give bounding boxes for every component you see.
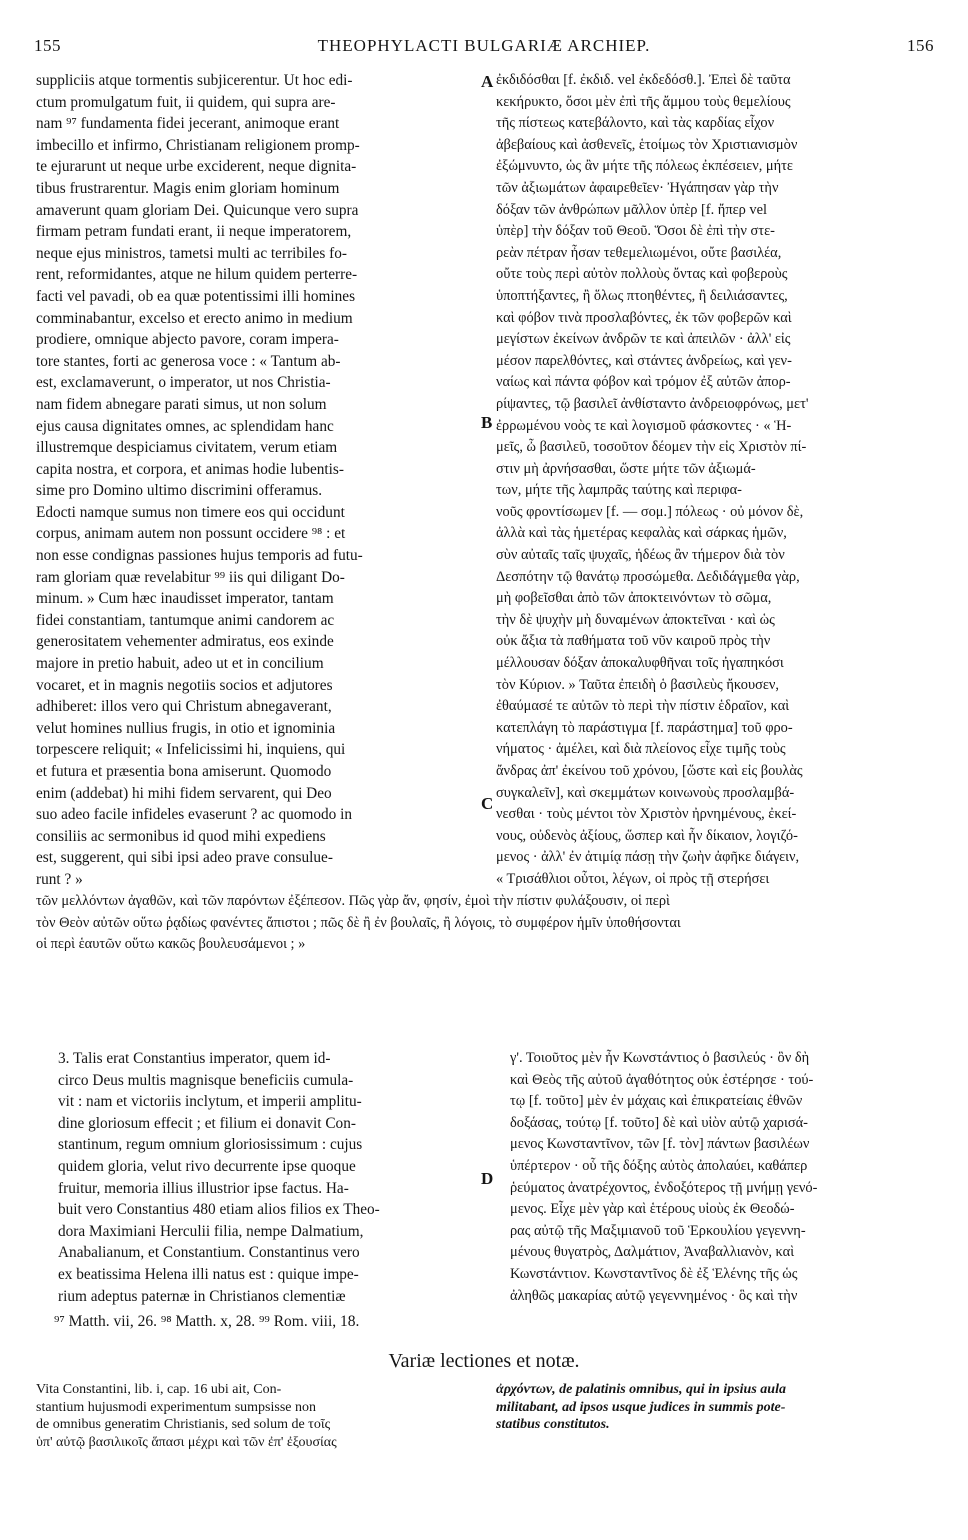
text-line: νοῦς φροντίσωμεν [f. — σομ.] πόλεως · οὐ μόνον δὲ, xyxy=(496,503,804,520)
text-line: generositatem vehementer admiratus, eos exinde xyxy=(36,633,334,651)
text-line: suppliciis atque tormentis subjicerentur. Ut hoc edi- xyxy=(36,72,353,89)
text-line: firmam petram fundati erant, ii neque imperatorem, xyxy=(36,223,352,241)
greek-column-top xyxy=(496,70,934,891)
section-marker-b: B xyxy=(481,413,493,432)
text-line: ἀλλὰ καὶ τὰς ἡμετέρας κεφαλὰς καὶ σάρκας ἡμῶν, xyxy=(496,525,787,542)
text-line: στιν μὴ ἀρνήσασθαι, ὥστε μήτε τῶν ἀξιωμά- xyxy=(496,460,756,477)
text-line: consiliis ac sermonibus id quod mihi expediens xyxy=(36,827,326,845)
text-line: συγκαλεῖν], καὶ σκεμμάτων κοινωνοὺς προσλαμβά- xyxy=(496,784,795,801)
text-line: μεγίστων ἐκείνων ἀνδρῶν τε καὶ ἀπειλῶν · ἀλλ' εἰς xyxy=(496,331,791,348)
text-line: μενος Κωνσταντῖνον, τῶν [f. τὸν] πάντων βασιλέων xyxy=(510,1136,810,1153)
text-line: et futura et præsentia bona amiserunt. Quomodo xyxy=(36,763,332,780)
text-line: buit vero Constantius 480 etiam alios filios ex Theo- xyxy=(58,1201,380,1219)
text-line: γ'. Τοιοῦτος μὲν ἦν Κωνστάντιος ὁ βασιλεύς · ὃν δὴ xyxy=(510,1050,810,1066)
text-line: δόξαν τῶν ἀνθρώπων μᾶλλον ὑπὲρ [f. ἤπερ vel xyxy=(496,201,767,218)
text-line: τὸν Θεὸν αὐτῶν οὕτω ῥᾳδίως φανέντες ἄπιστοι ; πῶς δὲ ἢ ἐν βουλαῖς, ἢ λόγοις, τὸ συμφέρον ἡμῖν ὑποθήσονται xyxy=(36,914,681,931)
text-line: Δεσπότην τῷ θανάτῳ προσώμεθα. Δεδιδάγμεθα γὰρ, xyxy=(496,568,800,585)
latin-column-top xyxy=(36,70,476,891)
text-line: ἐθαύμασέ τε αὐτῶν τὸ περὶ τὴν πίστιν ἑδραῖον, καὶ xyxy=(496,698,790,715)
text-line: ὑπ' αὐτῷ βασιλικοῖς ἅπασι μέχρι καὶ τῶν ἐπ' ἐξουσίας xyxy=(36,1434,337,1450)
text-line: μενος. Εἶχε μὲν γὰρ καὶ ἑτέρους υἱοὺς ἐκ Θεοδώ- xyxy=(510,1201,795,1218)
text-line: statibus constitutos. xyxy=(496,1417,610,1432)
text-line: τῳ [f. τοῦτο] μὲν ἐν μάχαις καὶ ἐπικρατείαις ἐθνῶν xyxy=(510,1093,803,1110)
text-line: ἐξώμνυντο, ὡς ἂν μήτε τῆς πόλεως ἐκπέσειεν, μήτε xyxy=(496,158,793,175)
text-line: non esse condignas passiones hujus temporis ad futu- xyxy=(36,547,363,565)
text-line: των, μήτε τῆς λαμπρᾶς ταύτης καὶ περιφα- xyxy=(496,482,742,499)
footnotes: ⁹⁷ Matth. vii, 26. ⁹⁸ Matth. x, 28. ⁹⁹ Rom. viii, 18. xyxy=(54,1313,360,1330)
notes-right-column xyxy=(496,1381,934,1434)
text-line: ρεὰν πέτραν ἦσαν τεθεμελιωμένοι, οὔτε βασιλέα, xyxy=(496,244,782,261)
text-line: κατεπλάγη τὸ παράστιγμα [f. παράστημα] τοῦ φρο- xyxy=(496,719,793,736)
text-line: enim (addebat) hi mihi fidem servarent, qui Deo xyxy=(36,784,332,802)
text-line: militabant, ad ipsos usque judices in summis pote- xyxy=(496,1399,786,1415)
text-line: rent, reformidantes, atque ne hilum quidem perterre- xyxy=(36,266,358,284)
text-line: τὸν Κύριον. » Ταῦτα ἐπειδὴ ὁ βασιλεὺς ἤκουσεν, xyxy=(496,676,780,693)
latin-column-bottom xyxy=(58,1048,476,1307)
text-line: sime pro Domino ultimo discrimini offeramus. xyxy=(36,482,323,500)
text-line: ἀληθῶς μακαρίας αὐτῷ γεγεννημένος · ὃς καὶ τὴν xyxy=(510,1287,798,1304)
text-line: νους, οὐδενὸς ἀξίους, ὥσπερ καὶ ἦν δίκαιον, λογιζό- xyxy=(496,827,798,844)
text-line: nam fidem abnegare parati simus, ut non solum xyxy=(36,395,327,413)
text-line: stantium hujusmodi experimentum sumpsisse non xyxy=(36,1399,316,1415)
text-line: amaverunt quam gloriam Dei. Quicunque vero supra xyxy=(36,201,359,219)
text-line: ῥεύματος ἀνατρέχοντος, ἐνδοξότερος τῇ μνήμῃ γενό- xyxy=(510,1179,818,1196)
text-line: adhiberet: illos vero qui Christum abnegaverant, xyxy=(36,698,332,716)
text-line: οὔτε τοὺς περὶ αὐτὸν πολλοὺς ὄντας καὶ φοβεροὺς xyxy=(496,266,788,283)
greek-column-bottom xyxy=(510,1048,934,1307)
text-line: μὴ φοβεῖσθαι ἀπὸ τῶν ἀποκτεινόντων τὸ σῶμα, xyxy=(496,590,772,607)
text-line: ἐκδιδόσθαι [f. ἐκδιδ. vel ἐκδεδόσθ.]. Ἐπεὶ δὲ ταῦτα xyxy=(496,72,791,88)
text-line: corpus, animam autem non possunt occidere ⁹⁸ : et xyxy=(36,525,346,543)
notes-title: Variæ lectiones et notæ. xyxy=(388,1350,580,1372)
text-line: rium adeptus paternæ in Christianos clementiæ xyxy=(58,1287,346,1305)
text-line: neque ejus ministros, tametsi multi ac terribiles fo- xyxy=(36,244,347,262)
text-line: μενος · ἀλλ' ἐν ἀτιμίᾳ πάσῃ τὴν ζωὴν ἀφῆκε διάγειν, xyxy=(496,849,800,866)
page-number-right: 156 xyxy=(907,36,934,55)
text-line: est, exclamaverunt, o imperator, ut nos Christia- xyxy=(36,374,331,392)
text-line: μένους θυγατρὸς, Δαλμάτιον, Ἀναβαλλιανὸν, καὶ xyxy=(510,1244,795,1261)
page-number-left: 155 xyxy=(34,36,61,55)
text-line: τῆς πίστεως κατεβάλοντο, καὶ τὰς καρδίας εἶχον xyxy=(496,115,775,132)
text-line: τὴν δὲ ψυχὴν μὴ δυναμένων ἀποκτεῖναι · καὶ ὡς xyxy=(496,611,775,628)
text-line: fidei constantiam, tantumque animi candorem ac xyxy=(36,611,335,629)
text-line: stantinum, regum omnium gloriosissimum : cujus xyxy=(58,1136,363,1154)
page-header xyxy=(34,36,934,60)
text-line: ex beatissima Helena illi natus est : quique impe- xyxy=(58,1265,359,1283)
text-line: ram gloriam quæ revelabitur ⁹⁹ iis qui diligant Do- xyxy=(36,568,345,586)
text-line: Vita Constantini, lib. i, cap. 16 ubi ait, Con- xyxy=(36,1382,282,1397)
text-line: vit : nam et victoriis inclytum, et imperii amplitu- xyxy=(58,1093,362,1111)
text-line: prodiere, omnique abjecto pavore, coram impera- xyxy=(36,331,339,349)
text-line: capita nostra, et corpora, et animas hodie lubentis- xyxy=(36,460,344,478)
text-line: circo Deus multis magnisque beneficiis cumula- xyxy=(58,1071,354,1089)
running-title: THEOPHYLACTI BULGARIÆ ARCHIEP. xyxy=(317,36,651,55)
text-line: Edocti namque sumus non timere eos qui occidunt xyxy=(36,503,345,521)
text-line: νεσθαι · τοὺς μέντοι τὸν Χριστὸν ἠρνημένους, ἐκεί- xyxy=(496,806,797,823)
text-line: μέλλουσαν δόξαν ἀποκαλυφθῆναι τοῖς ἠγαπηκόσι xyxy=(496,655,784,672)
text-line: τῶν μελλόντων ἀγαθῶν, καὶ τῶν παρόντων ἐξέπεσον. Πῶς γὰρ ἄν, φησίν, ἐμοὶ τὴν πίστιν φυλάξουσιν, οἱ περὶ xyxy=(36,893,670,909)
text-line: καὶ Θεὸς τῆς αὐτοῦ ἀγαθότητος οὐκ ἐστέρησε · τού- xyxy=(510,1071,814,1088)
text-line: ὑποπτήξαντες, ἢ ὅλως πτοηθέντες, ἢ δειλιάσαντες, xyxy=(496,287,788,304)
text-line: suo adeo facile infideles evaserunt ? ac quomodo in xyxy=(36,806,353,824)
text-line: velut homines nullius frugis, in otio et ignominia xyxy=(36,719,336,737)
text-line: ναίως καὶ πάντα φόβον καὶ τρόμον ἐξ αὐτῶν ἀπορ- xyxy=(496,374,791,391)
text-line: τῶν ἀξιωμάτων ἀφαιρεθεῖεν· Ἠγάπησαν γὰρ τὴν xyxy=(496,179,779,196)
text-line: Anabalianum, et Constantium. Constantinus vero xyxy=(58,1244,360,1262)
text-line: comminabantur, excelso et erecto animo in medium xyxy=(36,309,353,327)
text-line: ρίψαντες, τῷ βασιλεῖ ἀνθίσταντο ἀνδρειοφρόνως, μετ' xyxy=(496,395,809,412)
text-line: imbecillo et infirmo, Christianam religionem promp- xyxy=(36,136,360,154)
text-line: οὐκ ἄξια τὰ παθήματα τοῦ νῦν καιροῦ πρὸς τὴν xyxy=(496,633,771,650)
text-line: tibus frustrarentur. Magis enim gloriam hominum xyxy=(36,179,340,197)
section-marker-a: A xyxy=(481,72,494,91)
text-line: 3. Talis erat Constantius imperator, quem id- xyxy=(58,1050,331,1067)
greek-full-width-block xyxy=(36,891,934,956)
text-line: quidem gloria, velut rivo decurrente ipse quoque xyxy=(58,1157,356,1175)
text-line: ἄνδρας ἀπ' ἐκείνου τοῦ χρόνου, [ὥστε καὶ εἰς βουλὰς xyxy=(496,763,803,779)
text-line: ctum promulgatum fuit, ii quidem, qui supra are- xyxy=(36,93,336,111)
text-line: οἱ περὶ ἑαυτῶν οὕτω κακῶς βουλευσάμενοι ; » xyxy=(36,936,306,953)
notes-left-column xyxy=(36,1381,476,1451)
text-line: μέσον παρελθόντες, καὶ στάντες ἀνδρείως, καὶ γεν- xyxy=(496,352,792,369)
text-line: μεῖς, ὦ βασιλεῦ, τοσοῦτον δέομεν τὴν εἰς Χριστὸν πί- xyxy=(496,439,807,456)
text-line: ἀβεβαίους καὶ ἀσθενεῖς, ἑτοίμως τὸν Χριστιανισμὸν xyxy=(496,136,798,153)
text-line: minum. » Cum hæc inaudisset imperator, tantam xyxy=(36,590,334,608)
text-line: torpescere reliquit; « Infelicissimi hi, inquiens, qui xyxy=(36,741,346,759)
section-marker-d: D xyxy=(481,1169,494,1188)
text-line: illustremque despiciamus civitatem, verum etiam xyxy=(36,439,338,457)
text-line: ὑπὲρ] τὴν δόξαν τοῦ Θεοῦ. Ὅσοι δὲ ἐπὶ τὴν στε- xyxy=(496,223,775,240)
text-line: te ejurarunt ut neque urbe exciderent, neque dignita- xyxy=(36,158,357,176)
text-line: dora Maximiani Herculii filia, nempe Dalmatium, xyxy=(58,1222,364,1240)
text-line: ejus causa dignitates omnes, ac splendidam hanc xyxy=(36,417,334,435)
text-line: est, suggerent, qui sibi ipsi adeo prave consulue- xyxy=(36,849,333,867)
text-line: facti vel pavadi, ob ea quæ potentissimi illi homines xyxy=(36,287,356,305)
text-line: κεκήρυκτο, ὅσοι μὲν ἐπὶ τῆς ἄμμου τοὺς θεμελίους xyxy=(496,93,791,110)
section-marker-c: C xyxy=(481,794,494,813)
text-line: νήματος · ἀμέλει, καὶ διὰ πλείονος εἶχε τιμῆς τοὺς xyxy=(496,741,786,758)
text-line: nam ⁹⁷ fundamenta fidei jecerant, animoque erant xyxy=(36,115,340,133)
text-line: ὑπέρτερον · οὗ τῆς δόξης αὐτὸς ἀπολαύει, καθάπερ xyxy=(510,1157,808,1174)
text-line: vocaret, et in magnis negotiis socios et adjutores xyxy=(36,676,333,694)
text-line: Κωνστάντιον. Κωνσταντῖνος δὲ ἐξ Ἑλένης τῆς ὡς xyxy=(510,1265,798,1282)
text-line: σὺν αὐταῖς ταῖς ψυχαῖς, ἡδέως ἂν τήμερον διὰ τὸν xyxy=(496,547,785,564)
text-line: ἀρχόντων, de palatinis omnibus, qui in ipsius aula xyxy=(496,1382,786,1397)
text-line: tore stantes, forti ac generosa voce : « Tantum ab- xyxy=(36,352,341,370)
text-line: « Τρισάθλιοι οὗτοι, λέγων, οἱ πρὸς τῇ στερήσει xyxy=(496,870,770,887)
text-line: fruitur, memoria illius illustrior ipse factus. Ha- xyxy=(58,1179,349,1197)
text-line: ἐρρωμένου νοὸς τε καὶ λογισμοῦ φάσκοντες · « Ἡ- xyxy=(496,417,792,434)
text-line: majore in pretio habuit, adeo ut et in concilium xyxy=(36,655,324,673)
text-line: δοξάσας, τούτῳ [f. τοῦτο] δὲ καὶ υἱὸν αὐτῷ χαρισά- xyxy=(510,1114,808,1131)
text-line: dine gloriosum effecit ; et filium ei donavit Con- xyxy=(58,1114,356,1132)
text-line: ρας αὐτῷ τῆς Μαξιμιανοῦ τοῦ Ἑρκουλίου γεγεννη- xyxy=(510,1222,806,1239)
text-line: runt ? » xyxy=(36,870,83,888)
text-line: καὶ φόβον τινὰ προσλαβόντες, ἐκ τῶν φοβερῶν καὶ xyxy=(496,309,792,326)
text-line: de omnibus generatim Christianis, sed solum de τοῖς xyxy=(36,1417,331,1432)
